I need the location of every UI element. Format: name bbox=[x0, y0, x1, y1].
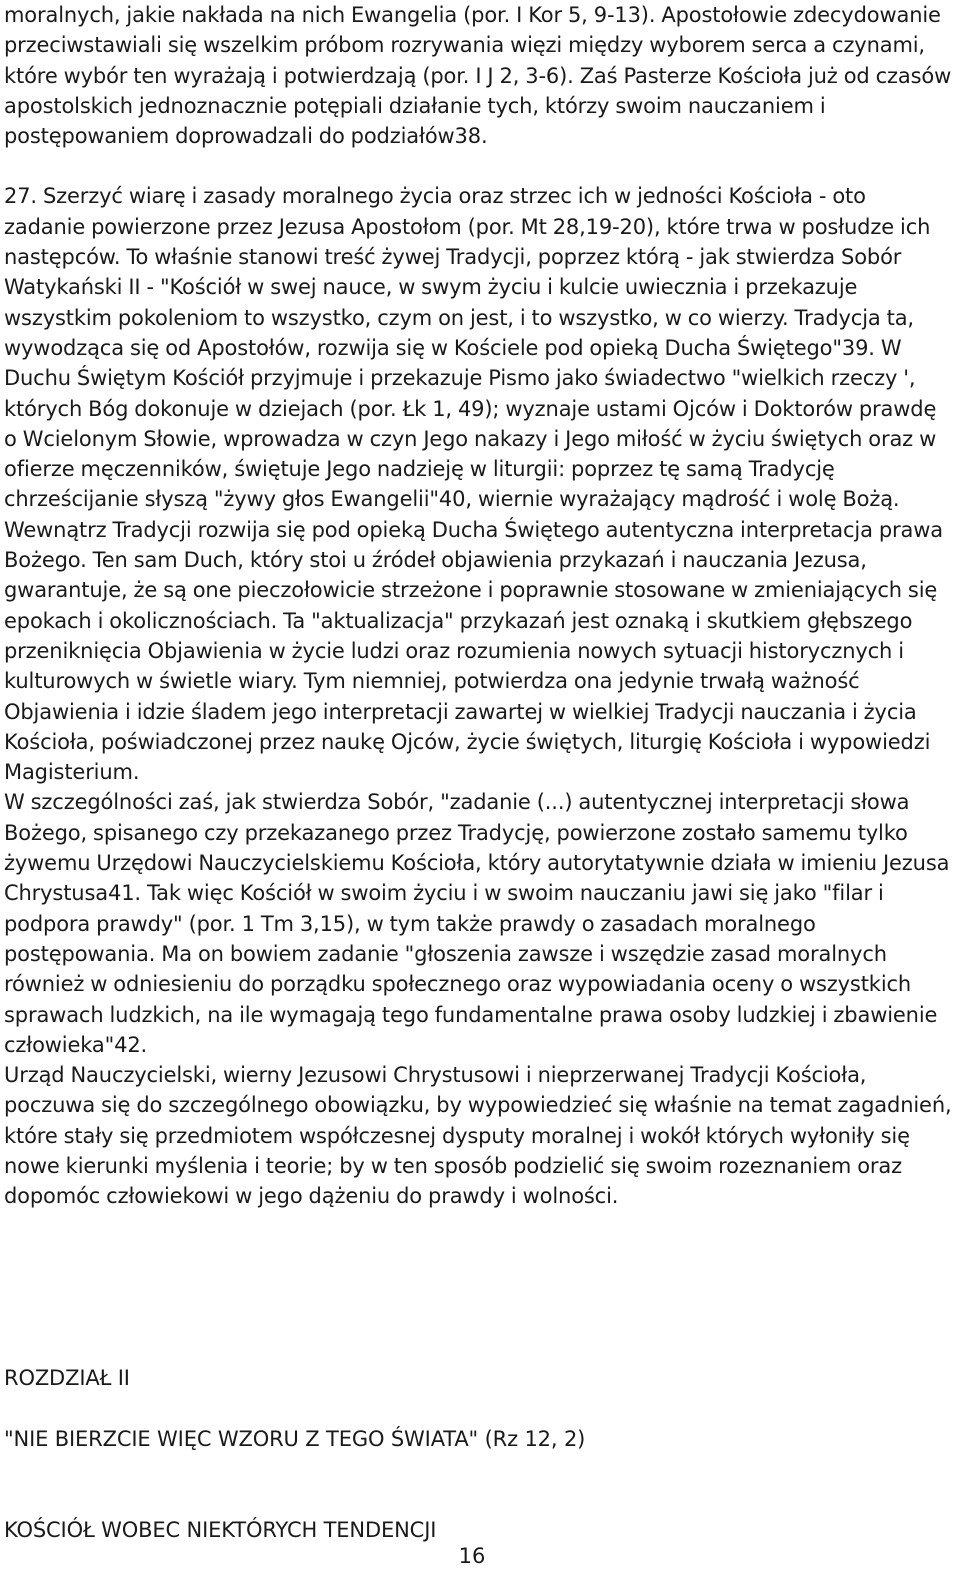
chapter-label: ROZDZIAŁ II bbox=[4, 1366, 130, 1390]
document-body bbox=[4, 0, 952, 1212]
page-number: 16 bbox=[458, 1544, 486, 1568]
paragraph-magisterium-duty: Urząd Nauczycielski, wierny Jezusowi Chrystusowi i nieprzerwanej Tradycji Kościoła, poczuwa się do szczególnego obowiązku, by wypowiedzieć się właśnie na temat zagadnień, które stały się przedmiotem współczesnej dysputy moralnej i wokół których wyłoniły się nowe kierunki myślenia i teorie; by w ten sposób podzielić się swoim rozeznaniem oraz dopomóc człowiekowi w jego dążeniu do prawdy i wolności. bbox=[4, 1063, 952, 1209]
paragraph-tradition-interpretation: Wewnątrz Tradycji rozwija się pod opieką Ducha Świętego autentyczna interpretacja prawa Bożego. Ten sam Duch, który stoi u źródeł objawienia przykazań i nauczania Jezusa, gwarantuje, że są one pieczołowicie strzeżone i poprawnie stosowane w zmieniających się epokach i okolicznościach. Ta "aktualizacja" przykazań jest oznaką i skutkiem głębszego przeniknięcia Objawienia w życie ludzi oraz rozumienia nowych sytuacji historycznych i kulturowych w świetle wiary. Tym niemniej, potwierdza ona jedynie trwałą ważność Objawienia i idzie śladem jego interpretacji zawartej w wielkiej Tradycji nauczania i życia Kościoła, poświadczonej przez naukę Ojców, życie świętych, liturgię Kościoła i wypowiedzi Magisterium. bbox=[4, 517, 943, 785]
chapter-title: "NIE BIERZCIE WIĘC WZORU Z TEGO ŚWIATA" (Rz 12, 2) bbox=[4, 1427, 586, 1451]
paragraph-magisterium-role: W szczególności zaś, jak stwierdza Sobór, "zadanie (...) autentycznej interpretacji słowa Bożego, spisanego czy przekazanego przez Tradycję, powierzone zostało samemu tylko żywemu Urzędowi Nauczycielskiemu Kościoła, który autorytatywnie działa w imieniu Jezusa Chrystusa41. Tak więc Kościół w swoim życiu i w swoim nauczaniu jawi się jako "filar i podpora prawdy" (por. 1 Tm 3,15), w tym także prawdy o zasadach moralnego postępowania. Ma on bowiem zadanie "głoszenia zawsze i wszędzie zasad moralnych również w odniesieniu do porządku społecznego oraz wypowiadania oceny o wszystkich sprawach ludzkich, na ile wymagają tego fundamentalne prawa osoby ludzkiej i zbawienie człowieka"42. bbox=[4, 790, 950, 1057]
paragraph-continuation: moralnych, jakie nakłada na nich Ewangelia (por. I Kor 5, 9-13). Apostołowie zdecydowanie przeciwstawiali się wszelkim próbom rozrywania więzi między wyborem serca a czynami, które wybór ten wyrażają i potwierdzają (por. I J 2, 3-6). Zaś Pasterze Kościoła już od czasów apostolskich jednoznacznie potępiali działanie tych, którzy swoim nauczaniem i postępowaniem doprowadzali do podziałów38. bbox=[4, 3, 952, 149]
section-title: KOŚCIÓŁ WOBEC NIEKTÓRYCH TENDENCJI bbox=[4, 1518, 437, 1542]
paragraph-27: 27. Szerzyć wiarę i zasady moralnego życia oraz strzec ich w jedności Kościoła - oto zadanie powierzone przez Jezusa Apostołom (por. Mt 28,19-20), które trwa w posłudze ich następców. To właśnie stanowi treść żywej Tradycji, poprzez którą - jak stwierdza Sobór Watykański II - "Kościół w swej nauce, w swym życiu i kulcie uwiecznia i przekazuje wszystkim pokoleniom to wszystko, czym on jest, i to wszystko, w co wierzy. Tradycja ta, wywodząca się od Apostołów, rozwija się w Kościele pod opieką Ducha Świętego"39. W Duchu Świętym Kościół przyjmuje i przekazuje Pismo jako świadectwo "wielkich rzeczy ', których Bóg dokonuje w dziejach (por. Łk 1, 49); wyznaje ustami Ojców i Doktorów prawdę o Wcielonym Słowie, wprowadza w czyn Jego nakazy i Jego miłość w życiu świętych oraz w ofierze męczenników, świętuje Jego nadzieję w liturgii: poprzez tę samą Tradycję chrześcijanie słyszą "żywy głos Ewangelii"40, wiernie wyrażający mądrość i wolę Bożą. bbox=[4, 184, 937, 512]
